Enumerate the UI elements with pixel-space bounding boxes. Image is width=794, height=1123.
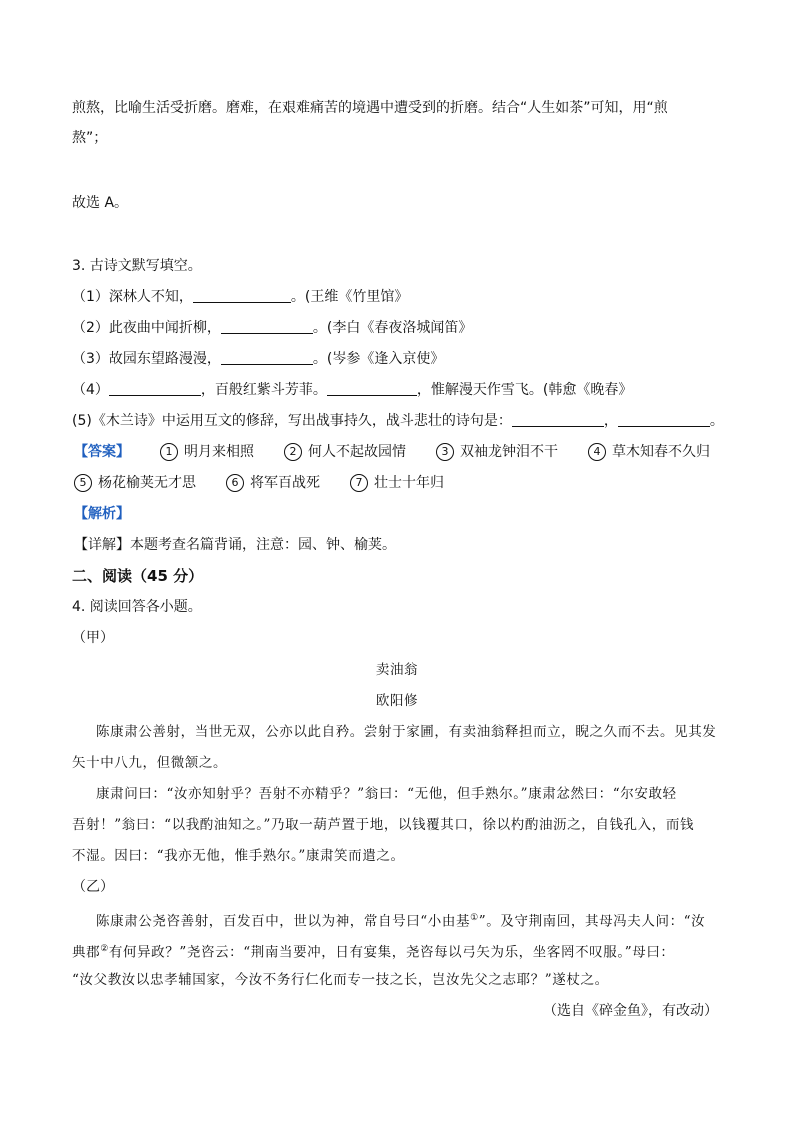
circled-number: 3 [436, 443, 454, 461]
answer-6: 将军百战死 [250, 475, 320, 491]
passage-jia-p2-line1: 康肃问曰：“汝亦知射乎？吾射不亦精乎？”翁曰：“无他，但手熟尔。”康肃忿然曰：“尔安敢轻 [96, 786, 677, 802]
prev-line-2: 熬”； [72, 130, 108, 146]
q3-item-1-post: 。(王维《竹里馆》 [290, 289, 409, 305]
q3-item-5 [72, 411, 724, 431]
passage-jia-p1-line1: 陈康肃公善射，当世无双，公亦以此自矜。尝射于家圃，有卖油翁释担而立，睨之久而不去。见其发 [96, 724, 717, 740]
passage-author: 欧阳修 [375, 693, 419, 709]
passage-title: 卖油翁 [375, 662, 419, 678]
part-yi-label: （乙） [72, 879, 114, 895]
q3-item-1 [72, 287, 408, 307]
passage-yi-line2-b: 有何异政？”尧咨云：“荆南当要冲，日有宴集，尧咨每以弓矢为乐，坐客罔不叹服。”母曰： [108, 944, 675, 961]
q3-item-5-end: 。 [709, 413, 724, 429]
answer-3: 双袖龙钟泪不干 [460, 444, 558, 460]
q3-item-5-mid: ， [603, 413, 618, 429]
q3-item-3 [72, 349, 444, 369]
q3-item-4 [72, 380, 632, 400]
passage-yi-line1-a: 陈康肃公尧咨善射，百发百中，世以为神，常自号曰“小由基 [96, 913, 471, 930]
q3-item-1-pre: （1）深林人不知， [72, 289, 193, 305]
q3-item-3-post: 。(岑参《逢入京使》 [312, 351, 445, 367]
fill-blank[interactable] [109, 380, 201, 396]
fill-blank[interactable] [221, 318, 313, 334]
q3-item-5-pre: (5)《木兰诗》中运用互文的修辞，写出战事持久，战斗悲壮的诗句是： [72, 413, 512, 429]
fill-blank[interactable] [618, 411, 710, 427]
passage-yi-line2 [72, 939, 675, 963]
q3-item-2-pre: （2）此夜曲中闻折柳， [72, 320, 221, 336]
source-note: （选自《碎金鱼》，有改动） [543, 1003, 718, 1019]
passage-jia-p1-line2: 矢十中八九，但微颔之。 [72, 755, 228, 771]
circled-number: 7 [350, 474, 368, 492]
fill-blank[interactable] [327, 380, 417, 396]
answer-4: 草木知春不久归 [612, 444, 710, 460]
footnote-marker: ② [100, 944, 109, 954]
q3-item-3-pre: （3）故园东望路漫漫， [72, 351, 221, 367]
fill-blank[interactable] [221, 349, 313, 365]
passage-yi-line1 [96, 908, 705, 932]
answer-2: 何人不起故园情 [308, 444, 406, 460]
circled-number: 6 [226, 474, 244, 492]
answer-5: 杨花榆荚无才思 [98, 475, 196, 491]
passage-jia-p2-line2: 吾射！”翁曰：“以我酌油知之。”乃取一葫芦置于地，以钱覆其口，徐以杓酌油沥之，自钱孔入，而钱 [72, 817, 695, 833]
fill-blank[interactable] [512, 411, 604, 427]
analysis-detail: 【详解】本题考查名篇背诵，注意：园、钟、榆荚。 [74, 537, 396, 553]
passage-yi-line3: “汝父教汝以忠孝辅国家，今汝不务行仁化而专一技之长，岂汝先父之志耶？”遂杖之。 [72, 972, 609, 988]
q3-item-2 [72, 318, 472, 338]
section-title: 二、阅读（45 分） [72, 567, 204, 585]
choose-answer: 故选 A。 [72, 195, 129, 211]
passage-yi-line2-a: 典郡 [72, 944, 101, 961]
circled-number: 2 [284, 443, 302, 461]
answer-7: 壮士十年归 [374, 475, 444, 491]
circled-number: 5 [74, 474, 92, 492]
part-jia-label: （甲） [72, 630, 114, 646]
q4-title: 4. 阅读回答各小题。 [72, 599, 202, 615]
analysis-tag: 【解析】 [74, 506, 130, 522]
prev-line-1: 煎熬，比喻生活受折磨。磨难，在艰难痛苦的境遇中遭受到的折磨。结合“人生如茶”可知，用“煎 [72, 100, 668, 116]
answer-tag: 【答案】 [74, 444, 130, 460]
circled-number: 1 [160, 443, 178, 461]
q3-item-4-mid2: ，惟解漫天作雪飞。(韩愈《晚春》 [416, 382, 633, 398]
q3-item-2-post: 。(李白《春夜洛城闻笛》 [312, 320, 473, 336]
answer-1: 明月来相照 [184, 444, 254, 460]
answer-line-2 [74, 473, 444, 493]
circled-number: 4 [588, 443, 606, 461]
q3-title: 3. 古诗文默写填空。 [72, 258, 202, 274]
q3-item-4-mid1: ，百般红紫斗芳菲。 [200, 382, 327, 398]
fill-blank[interactable] [193, 287, 291, 303]
answer-line-1 [74, 442, 710, 462]
q3-item-4-pre: （4） [72, 382, 109, 398]
footnote-marker: ① [470, 913, 479, 923]
passage-yi-line1-b: ”。及守荆南回，其母冯夫人问：“汝 [478, 913, 706, 930]
passage-jia-p2-line3: 不湿。因曰：“我亦无他，惟手熟尔。”康肃笑而遣之。 [72, 848, 405, 864]
